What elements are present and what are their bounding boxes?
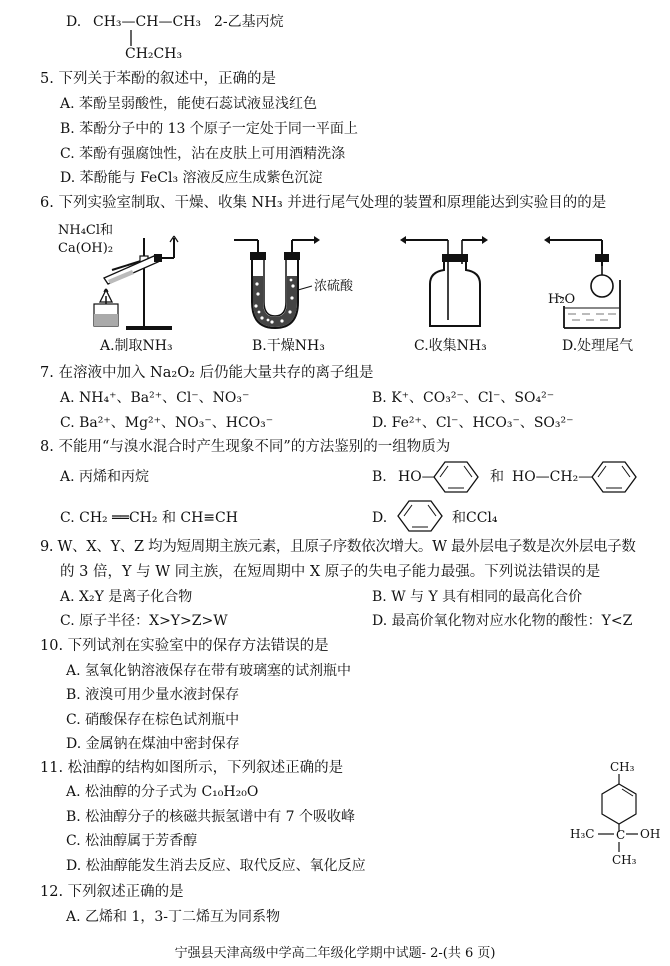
option-a: A. 松油醇的分子式为 C₁₀H₂₀O	[66, 784, 259, 800]
cyclohexene-ring-icon	[590, 772, 650, 856]
option-d: D. 苯酚能与 FeCl₃ 溶液反应生成紫色沉淀	[60, 170, 323, 186]
caption-a: A.制取NH₃	[100, 338, 173, 354]
option-b: B. 松油醇分子的核磁共振氢谱中有 7 个吸收峰	[66, 809, 355, 825]
apparatus-b-diagram	[232, 232, 322, 332]
benzyl-alcohol-group: HO—CH₂—	[512, 469, 593, 485]
question-stem: 11. 松油醇的结构如图所示，下列叙述正确的是	[40, 760, 344, 776]
option-b: B. 苯酚分子中的 13 个原子一定处于同一平面上	[60, 121, 358, 137]
and-text: 和	[490, 469, 504, 485]
option-c: C. 硝酸保存在棕色试剂瓶中	[66, 712, 240, 728]
option-a: A. 氢氧化钠溶液保存在带有玻璃塞的试剂瓶中	[66, 663, 352, 679]
option-d: D. 松油醇能发生消去反应、取代反应、氧化反应	[66, 858, 366, 874]
option-a: A. X₂Y 是离子化合物	[60, 589, 193, 605]
option-a: A. 丙烯和丙烷	[60, 469, 150, 485]
reagent-label-1: NH₄Cl和	[58, 223, 114, 238]
option-d: D. Fe²⁺、Cl⁻、HCO₃⁻、SO₃²⁻	[372, 415, 574, 431]
option-c: C. CH₂ ══CH₂ 和 CH≡CH	[60, 510, 238, 526]
option-b: B. 液溴可用少量水液封保存	[66, 687, 240, 703]
compound-name: 2-乙基丙烷	[214, 14, 284, 30]
apparatus-d-diagram	[544, 232, 624, 332]
acid-label: 浓硫酸	[314, 279, 354, 294]
caption-d: D.处理尾气	[562, 338, 634, 354]
benzene-ring-icon	[396, 499, 444, 533]
hydroxyl: OH	[640, 827, 661, 841]
option-d-label: D.	[372, 510, 388, 526]
option-d-text: 和CCl₄	[452, 510, 498, 526]
option-b: B. W 与 Y 具有相同的最高化合价	[372, 589, 583, 605]
question-stem: 7. 在溶液中加入 Na₂O₂ 后仍能大量共存的离子组是	[40, 365, 374, 381]
phenol-group: HO—	[398, 469, 436, 485]
benzene-ring-icon	[590, 460, 638, 494]
apparatus-a-diagram	[92, 230, 192, 334]
option-a: A. 乙烯和 1，3-丁二烯互为同系物	[66, 909, 281, 925]
question-stem-line-1: 9. W、X、Y、Z 均为短周期主族元素，且原子序数依次增大。W 最外层电子数是次外层电子数	[40, 539, 636, 555]
page-footer: 宁强县天津高级中学高二年级化学期中试题- 2-(共 6 页)	[174, 946, 496, 961]
question-stem: 12. 下列叙述正确的是	[40, 884, 184, 900]
option-c: C. 松油醇属于芳香醇	[66, 833, 198, 849]
option-d: D. 最高价氧化物对应水化物的酸性：Y<Z	[372, 613, 633, 629]
option-d: D. 金属钠在煤油中密封保存	[66, 736, 240, 752]
question-stem: 5. 下列关于苯酚的叙述中，正确的是	[40, 71, 276, 87]
option-a: A. NH₄⁺、Ba²⁺、Cl⁻、NO₃⁻	[60, 390, 250, 406]
quaternary-carbon-bonds	[596, 826, 646, 842]
formula-branch: CH₂CH₃	[125, 46, 183, 62]
question-stem: 6. 下列实验室制取、干燥、收集 NH₃ 并进行尾气处理的装置和原理能达到实验目的的是	[40, 195, 607, 211]
formula-main: CH₃—CH—CH₃	[93, 14, 201, 30]
option-c: C. 苯酚有强腐蚀性，沾在皮肤上可用酒精洗涤	[60, 146, 346, 162]
option-a: A. 苯酚呈弱酸性，能使石蕊试液显浅红色	[60, 96, 318, 112]
branch-bond	[128, 30, 134, 46]
water-label: H₂O	[548, 292, 576, 307]
option-label: D.	[66, 14, 82, 30]
option-b-label: B.	[372, 469, 387, 485]
option-b: B. K⁺、CO₃²⁻、Cl⁻、SO₄²⁻	[372, 390, 555, 406]
methyl-bottom: CH₃	[612, 853, 637, 867]
benzene-ring-icon	[432, 460, 480, 494]
option-c: C. 原子半径：X>Y>Z>W	[60, 613, 228, 629]
svg-text:C: C	[616, 828, 626, 842]
caption-b: B.干燥NH₃	[252, 338, 325, 354]
apparatus-c-diagram	[400, 232, 490, 332]
methyl-left: H₃C	[570, 827, 595, 841]
caption-c: C.收集NH₃	[414, 338, 487, 354]
methyl-top: CH₃	[610, 760, 635, 774]
question-stem: 8. 不能用“与溴水混合时产生现象不同”的方法鉴别的一组物质为	[40, 439, 451, 455]
option-c: C. Ba²⁺、Mg²⁺、NO₃⁻、HCO₃⁻	[60, 415, 274, 431]
question-stem: 10. 下列试剂在实验室中的保存方法错误的是	[40, 638, 329, 654]
reagent-label-2: Ca(OH)₂	[58, 241, 114, 256]
question-stem-line-2: 的 3 倍，Y 与 W 同主族，在短周期中 X 原子的失电子能力最强。下列说法错误的是	[60, 564, 601, 580]
